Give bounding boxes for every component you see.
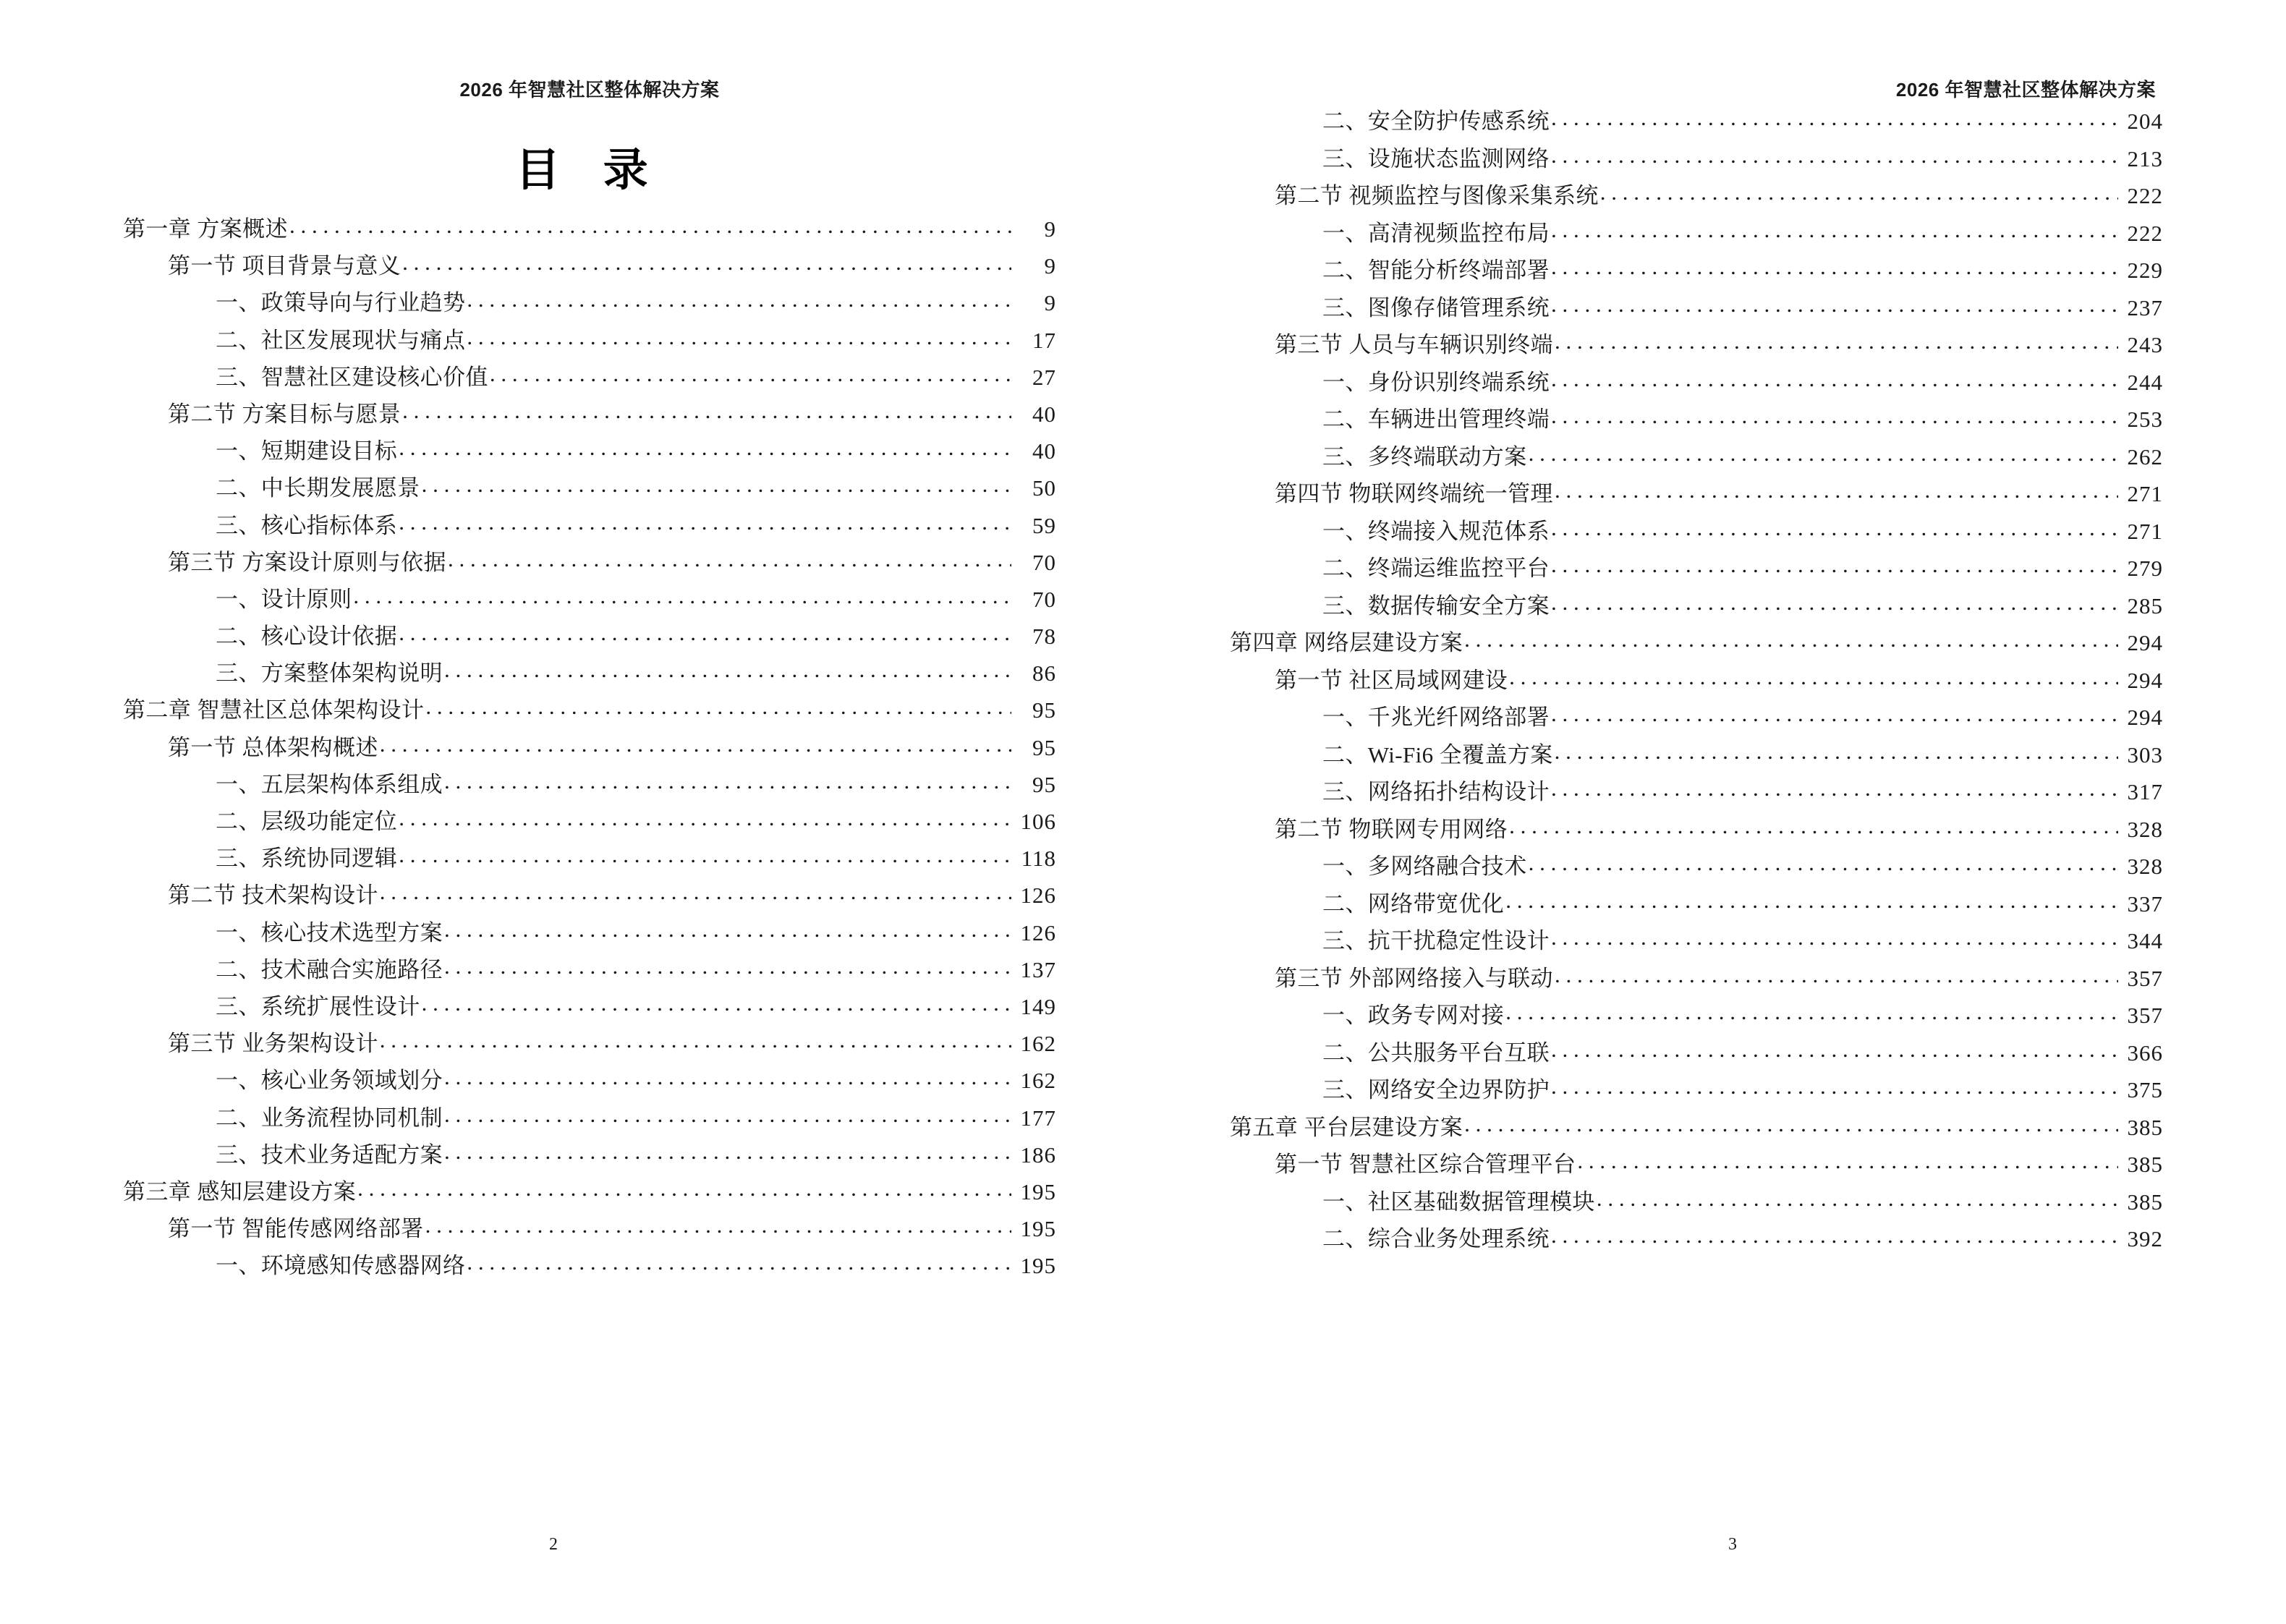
toc-entry-label: 一、设计原则 <box>216 586 352 612</box>
toc-entry-page-number: 294 <box>2127 667 2163 693</box>
toc-entry-label: 一、终端接入规范体系 <box>1322 518 1550 544</box>
toc-leader-dots <box>422 992 1011 1014</box>
toc-entry[interactable] <box>1230 516 2163 554</box>
toc-entry-label: 二、车辆进出管理终端 <box>1322 407 1550 432</box>
toc-entry-label: 一、五层架构体系组成 <box>216 771 443 797</box>
page-number-right: 3 <box>1728 1535 1737 1554</box>
toc-entry-page-number: 59 <box>1032 512 1056 538</box>
toc-entry-page-number: 366 <box>2127 1040 2163 1066</box>
toc-leader-dots <box>1597 1187 2118 1210</box>
toc-entry-page-number: 213 <box>2127 145 2163 171</box>
toc-leader-dots <box>1464 628 2118 650</box>
toc-leader-dots <box>1555 330 2118 352</box>
toc-entry-page-number: 337 <box>2127 890 2163 917</box>
toc-list-left <box>123 214 1056 1288</box>
toc-leader-dots <box>1529 442 2118 464</box>
toc-entry[interactable] <box>123 770 1056 807</box>
toc-entry-label: 第三节 业务架构设计 <box>168 1031 378 1057</box>
toc-entry[interactable] <box>1230 218 2163 256</box>
toc-entry-label: 二、公共服务平台互联 <box>1322 1040 1550 1066</box>
toc-entry[interactable] <box>1230 1113 2163 1150</box>
toc-entry[interactable] <box>1230 1224 2163 1262</box>
toc-leader-dots <box>1551 106 2118 129</box>
toc-entry-label: 一、短期建设目标 <box>216 438 398 464</box>
toc-entry[interactable] <box>123 584 1056 621</box>
toc-entry-page-number: 294 <box>2127 630 2163 655</box>
toc-entry-label: 第二节 视频监控与图像采集系统 <box>1275 183 1599 208</box>
toc-entry-label: 第一节 总体架构概述 <box>168 734 378 760</box>
toc-entry-page-number: 344 <box>2127 928 2163 953</box>
toc-entry-page-number: 17 <box>1032 327 1056 353</box>
toc-entry-page-number: 244 <box>2127 369 2163 395</box>
toc-leader-dots <box>467 1251 1011 1273</box>
toc-entry-label: 二、终端运维监控平台 <box>1322 556 1550 581</box>
toc-entry-page-number: 40 <box>1032 401 1056 427</box>
toc-entry-page-number: 317 <box>2127 779 2163 804</box>
toc-entry-page-number: 328 <box>2127 816 2163 842</box>
toc-entry-label: 一、高清视频监控布局 <box>1322 220 1550 246</box>
toc-title: 目 录 <box>515 146 664 195</box>
toc-entry-page-number: 162 <box>1020 1068 1056 1094</box>
toc-leader-dots <box>289 214 1011 237</box>
toc-entry[interactable] <box>123 880 1056 917</box>
toc-entry-page-number: 95 <box>1032 734 1056 760</box>
toc-entry-page-number: 195 <box>1020 1178 1056 1204</box>
toc-entry-label: 一、千兆光纤网络部署 <box>1322 705 1550 730</box>
toc-leader-dots <box>467 288 1011 310</box>
toc-entry-label: 三、抗干扰稳定性设计 <box>1322 928 1550 953</box>
toc-entry-label: 三、图像存储管理系统 <box>1322 294 1550 320</box>
toc-leader-dots <box>444 918 1011 940</box>
toc-entry-page-number: 385 <box>2127 1152 2163 1177</box>
toc-entry[interactable] <box>123 288 1056 325</box>
toc-entry-page-number: 118 <box>1021 846 1056 872</box>
toc-entry-page-number: 195 <box>1020 1216 1056 1242</box>
toc-entry-page-number: 86 <box>1032 660 1056 686</box>
toc-entry-label: 一、多网络融合技术 <box>1322 854 1527 879</box>
toc-entry-label: 三、设施状态监测网络 <box>1322 145 1550 171</box>
toc-entry[interactable] <box>1230 1075 2163 1113</box>
toc-entry-label: 三、核心指标体系 <box>216 512 398 538</box>
toc-leader-dots <box>490 362 1011 385</box>
toc-entry-label: 三、网络拓扑结构设计 <box>1322 779 1550 804</box>
toc-entry-label: 一、政策导向与行业趋势 <box>216 290 466 316</box>
toc-entry-label: 第二章 智慧社区总体架构设计 <box>123 697 425 723</box>
toc-leader-dots <box>399 807 1011 829</box>
toc-entry-label: 三、系统扩展性设计 <box>216 993 420 1019</box>
toc-entry[interactable] <box>123 399 1056 436</box>
toc-leader-dots <box>444 658 1011 681</box>
toc-entry-label: 第一节 项目背景与意义 <box>168 253 401 279</box>
toc-entry-label: 二、网络带宽优化 <box>1322 890 1505 917</box>
toc-leader-dots <box>402 251 1011 273</box>
toc-entry[interactable] <box>123 843 1056 880</box>
page-number-left: 2 <box>549 1535 558 1554</box>
toc-leader-dots <box>1555 964 2118 986</box>
toc-entry[interactable] <box>1230 815 2163 852</box>
toc-entry-label: 第一节 智慧社区综合管理平台 <box>1275 1152 1576 1177</box>
toc-entry[interactable] <box>1230 628 2163 666</box>
toc-entry-page-number: 9 <box>1044 290 1056 316</box>
toc-entry-label: 第三章 感知层建设方案 <box>123 1178 357 1204</box>
toc-entry-label: 一、核心技术选型方案 <box>216 919 443 945</box>
toc-entry[interactable] <box>1230 553 2163 591</box>
toc-leader-dots <box>402 399 1011 422</box>
toc-entry-label: 第三节 人员与车辆识别终端 <box>1275 332 1553 357</box>
toc-entry-page-number: 50 <box>1032 475 1056 501</box>
toc-entry-label: 一、环境感知传感器网络 <box>216 1253 466 1279</box>
toc-leader-dots <box>399 436 1011 459</box>
toc-entry-page-number: 328 <box>2127 854 2163 879</box>
toc-leader-dots <box>399 621 1011 644</box>
toc-leader-dots <box>1551 144 2118 166</box>
toc-entry-page-number: 279 <box>2127 556 2163 581</box>
toc-entry-page-number: 70 <box>1032 549 1056 575</box>
toc-entry-page-number: 186 <box>1020 1142 1056 1168</box>
toc-entry-label: 三、数据传输安全方案 <box>1322 592 1550 618</box>
toc-entry[interactable] <box>123 548 1056 584</box>
toc-entry-label: 三、网络安全边界防护 <box>1322 1077 1550 1102</box>
toc-entry[interactable] <box>123 511 1056 548</box>
toc-entry[interactable] <box>123 436 1056 473</box>
toc-entry-page-number: 126 <box>1020 883 1056 909</box>
toc-entry-label: 一、核心业务领域划分 <box>216 1068 443 1094</box>
toc-entry-label: 第五章 平台层建设方案 <box>1230 1114 1463 1140</box>
toc-entry[interactable] <box>123 326 1056 362</box>
toc-entry[interactable] <box>1230 964 2163 1001</box>
toc-entry-label: 一、政务专网对接 <box>1322 1003 1505 1028</box>
toc-entry[interactable] <box>123 362 1056 399</box>
toc-entry-page-number: 271 <box>2127 481 2163 506</box>
toc-entry-page-number: 177 <box>1020 1105 1056 1131</box>
toc-entry[interactable] <box>123 695 1056 732</box>
toc-leader-dots <box>1551 218 2118 241</box>
toc-entry[interactable] <box>1230 1149 2163 1187</box>
toc-entry-page-number: 285 <box>2127 592 2163 618</box>
toc-entry-label: 第二节 技术架构设计 <box>168 883 378 909</box>
toc-entry[interactable] <box>1230 255 2163 293</box>
toc-entry[interactable] <box>1230 666 2163 703</box>
toc-leader-dots <box>1551 777 2118 799</box>
toc-entry-page-number: 9 <box>1044 253 1056 279</box>
toc-entry-label: 第四章 网络层建设方案 <box>1230 630 1463 655</box>
toc-entry-label: 第三节 方案设计原则与依据 <box>168 549 446 575</box>
toc-leader-dots <box>1551 553 2118 576</box>
toc-leader-dots <box>357 1177 1011 1199</box>
toc-entry-label: 第一节 社区局域网建设 <box>1275 667 1508 693</box>
toc-entry[interactable] <box>1230 293 2163 331</box>
toc-leader-dots <box>1600 181 2118 203</box>
toc-leader-dots <box>425 695 1011 718</box>
toc-entry-label: 二、中长期发展愿景 <box>216 475 420 501</box>
toc-leader-dots <box>1551 1075 2118 1097</box>
toc-entry-label: 二、核心设计依据 <box>216 624 398 650</box>
toc-entry[interactable] <box>123 251 1056 288</box>
toc-leader-dots <box>1505 889 2118 911</box>
toc-entry[interactable] <box>123 807 1056 843</box>
toc-entry[interactable] <box>123 621 1056 658</box>
toc-entry[interactable] <box>1230 442 2163 480</box>
toc-entry-page-number: 237 <box>2127 294 2163 320</box>
toc-entry-page-number: 229 <box>2127 258 2163 283</box>
toc-entry-page-number: 357 <box>2127 1003 2163 1028</box>
toc-entry-label: 二、技术融合实施路径 <box>216 956 443 982</box>
toc-entry-label: 第一章 方案概述 <box>123 216 288 242</box>
toc-entry-page-number: 27 <box>1032 364 1056 390</box>
toc-leader-dots <box>380 1029 1011 1051</box>
toc-entry-label: 二、业务流程协同机制 <box>216 1105 443 1131</box>
toc-leader-dots <box>1551 404 2118 427</box>
toc-entry[interactable] <box>123 658 1056 695</box>
toc-entry[interactable] <box>1230 777 2163 815</box>
toc-entry[interactable] <box>1230 740 2163 778</box>
toc-leader-dots <box>1551 367 2118 390</box>
toc-entry[interactable] <box>1230 591 2163 629</box>
toc-entry-page-number: 271 <box>2127 518 2163 544</box>
toc-entry[interactable] <box>123 473 1056 510</box>
toc-entry-label: 二、智能分析终端部署 <box>1322 258 1550 283</box>
running-header-left: 2026 年智慧社区整体解决方案 <box>459 79 720 101</box>
toc-leader-dots <box>425 1214 1011 1236</box>
toc-entry-page-number: 222 <box>2127 183 2163 208</box>
toc-leader-dots <box>1555 740 2118 762</box>
toc-leader-dots <box>1555 479 2118 501</box>
toc-entry-page-number: 106 <box>1020 809 1056 834</box>
toc-leader-dots <box>1551 255 2118 278</box>
toc-leader-dots <box>380 733 1011 755</box>
toc-leader-dots <box>399 843 1011 866</box>
toc-leader-dots <box>1577 1149 2118 1172</box>
toc-leader-dots <box>1551 702 2118 725</box>
toc-entry-label: 二、社区发展现状与痛点 <box>216 327 466 353</box>
toc-list-right <box>1230 106 2163 1262</box>
toc-leader-dots <box>467 326 1011 348</box>
toc-entry[interactable] <box>1230 851 2163 889</box>
toc-entry[interactable] <box>123 992 1056 1029</box>
toc-entry-page-number: 357 <box>2127 965 2163 991</box>
toc-entry-page-number: 40 <box>1032 438 1056 464</box>
toc-entry[interactable] <box>1230 367 2163 405</box>
toc-entry[interactable] <box>1230 1038 2163 1076</box>
toc-entry-label: 三、技术业务适配方案 <box>216 1142 443 1168</box>
toc-entry-page-number: 262 <box>2127 443 2163 469</box>
toc-entry[interactable] <box>1230 479 2163 516</box>
toc-entry-label: 二、安全防护传感系统 <box>1322 109 1550 134</box>
toc-entry-page-number: 195 <box>1020 1253 1056 1279</box>
toc-leader-dots <box>399 511 1011 533</box>
running-header-right: 2026 年智慧社区整体解决方案 <box>1895 79 2156 101</box>
toc-leader-dots <box>448 548 1011 570</box>
toc-leader-dots <box>1505 1000 2118 1023</box>
toc-entry[interactable] <box>123 1066 1056 1102</box>
toc-entry[interactable] <box>1230 404 2163 442</box>
toc-entry[interactable] <box>123 1140 1056 1177</box>
toc-entry-page-number: 137 <box>1020 956 1056 982</box>
toc-entry-label: 三、方案整体架构说明 <box>216 660 443 686</box>
toc-entry[interactable] <box>1230 181 2163 218</box>
toc-entry-label: 三、多终端联动方案 <box>1322 443 1527 469</box>
toc-leader-dots <box>444 1103 1011 1126</box>
toc-entry[interactable] <box>123 955 1056 992</box>
toc-entry-label: 二、Wi-Fi6 全覆盖方案 <box>1322 741 1553 768</box>
toc-entry-label: 三、系统协同逻辑 <box>216 846 398 872</box>
toc-entry[interactable] <box>123 918 1056 955</box>
toc-entry[interactable] <box>123 733 1056 770</box>
toc-entry-label: 三、智慧社区建设核心价值 <box>216 364 488 390</box>
toc-leader-dots <box>422 473 1011 496</box>
toc-leader-dots <box>444 1140 1011 1162</box>
toc-leader-dots <box>1529 851 2118 874</box>
toc-leader-dots <box>1509 666 2118 688</box>
toc-entry[interactable] <box>1230 1000 2163 1038</box>
toc-entry-page-number: 243 <box>2127 332 2163 357</box>
toc-leader-dots <box>1551 1224 2118 1246</box>
toc-entry[interactable] <box>1230 889 2163 927</box>
toc-leader-dots <box>444 955 1011 977</box>
page-right <box>1143 0 2286 1624</box>
toc-leader-dots <box>444 1066 1011 1088</box>
toc-entry[interactable] <box>123 1029 1056 1066</box>
toc-entry-page-number: 78 <box>1032 624 1056 650</box>
toc-leader-dots <box>1551 1038 2118 1060</box>
toc-entry-page-number: 204 <box>2127 109 2163 134</box>
toc-entry-page-number: 392 <box>2127 1226 2163 1251</box>
toc-entry-page-number: 95 <box>1032 697 1056 723</box>
toc-entry-page-number: 126 <box>1020 919 1056 945</box>
toc-leader-dots <box>1509 815 2118 837</box>
toc-entry-page-number: 253 <box>2127 407 2163 432</box>
toc-entry-label: 第一节 智能传感网络部署 <box>168 1216 424 1242</box>
toc-entry-page-number: 294 <box>2127 705 2163 730</box>
toc-entry-label: 一、社区基础数据管理模块 <box>1322 1189 1595 1215</box>
toc-entry[interactable] <box>123 1214 1056 1251</box>
toc-entry-label: 一、身份识别终端系统 <box>1322 369 1550 395</box>
toc-entry[interactable] <box>1230 702 2163 740</box>
toc-entry[interactable] <box>1230 144 2163 182</box>
toc-entry-label: 二、综合业务处理系统 <box>1322 1226 1550 1251</box>
toc-entry[interactable] <box>123 1103 1056 1140</box>
toc-entry-label: 第三节 外部网络接入与联动 <box>1275 965 1553 991</box>
toc-entry-page-number: 70 <box>1032 586 1056 612</box>
toc-entry[interactable] <box>123 1251 1056 1288</box>
toc-entry-label: 二、层级功能定位 <box>216 809 398 834</box>
toc-entry[interactable] <box>1230 926 2163 964</box>
toc-entry[interactable] <box>1230 1187 2163 1225</box>
toc-leader-dots <box>1551 516 2118 539</box>
toc-entry[interactable] <box>123 1177 1056 1214</box>
toc-entry-page-number: 222 <box>2127 220 2163 246</box>
toc-entry-page-number: 385 <box>2127 1189 2163 1215</box>
toc-entry-page-number: 149 <box>1020 993 1056 1019</box>
toc-entry-page-number: 95 <box>1032 771 1056 797</box>
toc-entry-label: 第二节 物联网专用网络 <box>1275 816 1508 842</box>
toc-entry-label: 第四节 物联网终端统一管理 <box>1275 481 1553 506</box>
toc-entry-label: 第二节 方案目标与愿景 <box>168 401 401 427</box>
toc-entry-page-number: 375 <box>2127 1077 2163 1102</box>
toc-leader-dots <box>380 880 1011 903</box>
toc-entry[interactable] <box>123 214 1056 251</box>
toc-leader-dots <box>1464 1113 2118 1135</box>
toc-leader-dots <box>1551 591 2118 613</box>
toc-leader-dots <box>353 584 1011 607</box>
toc-leader-dots <box>1551 293 2118 315</box>
toc-leader-dots <box>1551 926 2118 948</box>
toc-entry-page-number: 9 <box>1044 216 1056 242</box>
toc-entry-page-number: 303 <box>2127 741 2163 768</box>
toc-entry[interactable] <box>1230 106 2163 144</box>
toc-entry-page-number: 385 <box>2127 1114 2163 1140</box>
toc-entry[interactable] <box>1230 330 2163 367</box>
toc-entry-page-number: 162 <box>1020 1031 1056 1057</box>
toc-leader-dots <box>444 770 1011 792</box>
